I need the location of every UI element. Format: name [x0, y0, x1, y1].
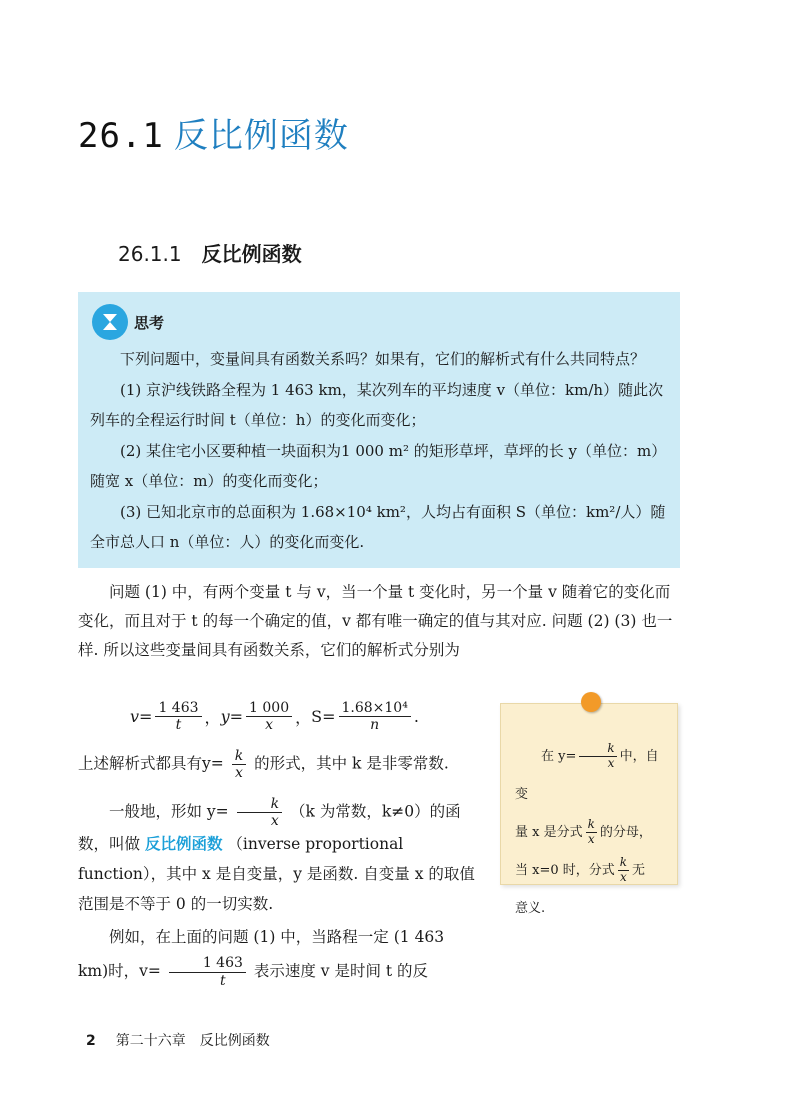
term-inverse-proportional-function: 反比例函数 — [144, 835, 223, 854]
think-item: (3) 已知北京市的总面积为 1.68×10⁴ km²，人均占有面积 S（单位：km²/人）随全市总人口 n（单位：人）的变化而变化. — [90, 502, 666, 551]
section-name: 反比例函数 — [201, 242, 302, 266]
formula-s-lhs: S= — [311, 707, 336, 727]
paragraph-2: 上述解析式都具有y= $\frac{k}{x}$ 的形式，其中 k 是非零常数. — [78, 748, 449, 782]
think-body — [90, 344, 674, 558]
think-item: (2) 某住宅小区要种植一块面积为1 000 m² 的矩形草坪，草坪的长 y（单位：m）随宽 x（单位：m）的变化而变化； — [90, 441, 667, 490]
pushpin-icon — [581, 692, 601, 712]
chapter-title — [78, 108, 349, 157]
k-over-x-fraction: $\frac{k}{x}$ — [237, 796, 282, 829]
thinker-icon — [92, 304, 128, 340]
think-label: 思考 — [134, 313, 165, 332]
k-over-x-fraction: $\frac{k}{x}$ — [587, 817, 595, 846]
k-over-x-fraction: $\frac{k}{x}$ — [579, 742, 616, 771]
section-title — [118, 238, 302, 267]
think-box — [78, 292, 680, 568]
formula-y-lhs: y= — [220, 707, 244, 727]
k-over-x-fraction: $\frac{k}{x}$ — [232, 748, 246, 781]
side-note-card — [500, 703, 678, 916]
paragraph-1: 问题 (1) 中，有两个变量 t 与 v，当一个量 t 变化时，另一个量 v 随着它的变化而变化，而且对于 t 的每一个确定的值，v 都有唯一确定的值与其对应. 问题 (2) (3) 也一样. 所以这些变量间具有函数关系，它们的解析式分别为 — [78, 583, 673, 659]
page-number: 2 — [86, 1033, 96, 1049]
formula-s-fraction: $\frac{\text{1.68×10⁴}}{n}$ — [339, 700, 411, 733]
section-number: 26.1.1 — [118, 242, 182, 266]
footer-chapter: 第二十六章 反比例函数 — [115, 1033, 270, 1049]
paragraph-3: 一般地，形如 y= $\frac{k}{x}$ （k 为常数，k≠0）的函数，叫做 反比例函数 （inverse proportional function），其中 x 是自变量，y 是函数. 自变量 x 的取值范围是不等于 0 的一切实数. — [78, 796, 475, 914]
page-footer — [86, 1030, 270, 1050]
formula-row: v= $\frac{1 463}{t}$ ， y= $\frac{1 000}{x}$ ， S= $\frac{\text{1.68×10⁴}}{n}$ . — [130, 700, 419, 734]
formula-v-lhs: v= — [130, 707, 153, 727]
chapter-name: 反比例函数 — [173, 116, 349, 156]
v-fraction: $\frac{1 463}{t}$ — [169, 955, 246, 988]
formula-v-fraction: $\frac{1 463}{t}$ — [155, 700, 201, 733]
think-header — [92, 304, 164, 340]
think-intro: 下列问题中，变量间具有函数关系吗？如果有，它们的解析式有什么共同特点？ — [120, 350, 646, 368]
formula-y-fraction: $\frac{1 000}{x}$ — [246, 700, 292, 733]
side-note-text: 在 y= $\frac{k}{x}$ 中，自变 量 x 是分式 $\frac{k}{x}$ 的分母， 当 x=0 时，分式 $\frac{k}{x}$ 无 意义. — [515, 741, 659, 916]
chapter-number: 26.1 — [78, 116, 164, 156]
think-item: (1) 京沪线铁路全程为 1 463 km，某次列车的平均速度 v（单位：km/h）随此次列车的全程运行时间 t（单位：h）的变化而变化； — [90, 380, 664, 429]
paragraph-4: 例如，在上面的问题 (1) 中，当路程一定 (1 463 km)时，v= $\frac{1 463}{t}$ 表示速度 v 是时间 t 的反 — [78, 928, 445, 989]
k-over-x-fraction: $\frac{k}{x}$ — [619, 855, 628, 884]
